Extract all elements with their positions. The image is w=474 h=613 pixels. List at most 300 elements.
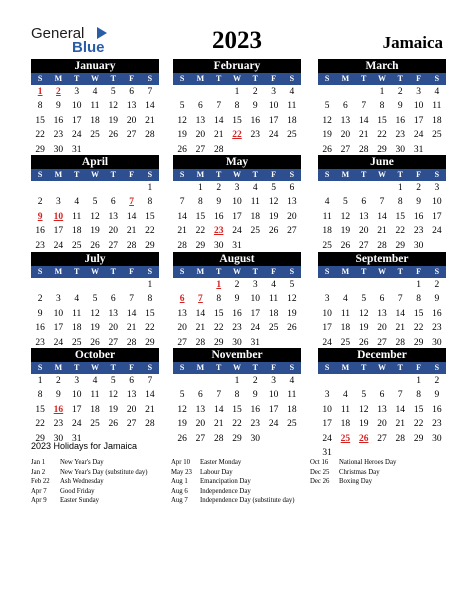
day-cell: 7 [216,101,222,112]
day-cell: 17 [53,226,64,237]
day-grid [318,374,446,460]
day-cell: 19 [90,323,100,334]
empty-day-cell [318,181,336,195]
day-cell: 13 [126,101,137,112]
day-cell: 12 [108,390,119,401]
weekday-label: W [232,74,241,83]
day-cell: 3 [271,376,276,386]
holiday-date: Apr 9 [31,497,47,504]
day-cell: 23 [250,419,261,430]
empty-day-cell [318,278,336,292]
day-cell: 3 [434,183,440,193]
day-cell: 6 [379,294,385,305]
day-cell: 28 [145,130,155,141]
empty-day-cell [173,278,191,292]
day-cell: 13 [377,308,387,319]
holiday-date: Apr 10 [171,459,191,466]
holiday-date: May 23 [171,468,192,476]
day-cell: 28 [358,144,369,155]
day-cell: 16 [232,308,242,319]
day-cell: 26 [287,323,297,334]
day-cell: 1 [397,183,403,193]
empty-day-cell [31,181,49,195]
day-grid [173,374,301,446]
day-cell: 9 [434,390,440,401]
day-cell: 20 [126,404,137,415]
day-cell: 12 [322,115,332,126]
day-cell: 27 [177,337,187,348]
holiday-day-cell: 23 [213,226,224,237]
day-cell: 30 [250,433,261,444]
empty-day-cell [191,85,209,99]
holiday-name: New Year's Day (substitute day) [60,468,148,476]
weekday-label: M [54,363,63,372]
weekday-label: S [147,363,153,372]
day-cell: 6 [361,197,367,208]
logo-text-general: General [31,25,85,42]
day-cell: 27 [195,144,206,155]
weekday-label: S [37,74,43,83]
day-cell: 5 [92,294,98,305]
day-cell: 28 [177,240,187,251]
day-grid [173,278,301,350]
holiday-name: Easter Sunday [60,497,100,504]
holiday-name: Easter Monday [200,459,242,466]
day-cell: 14 [213,404,224,415]
holiday-day-cell: 2 [56,87,61,97]
day-cell: 15 [195,211,206,222]
holidays-title: 2023 Holidays for Jamaica [31,441,138,451]
day-cell: 20 [195,130,206,141]
weekday-label: S [289,267,295,276]
weekday-label: S [37,170,43,179]
empty-day-cell [191,374,209,388]
day-cell: 13 [195,404,206,415]
day-cell: 1 [147,280,153,290]
day-cell: 11 [432,101,442,112]
day-cell: 21 [395,323,406,334]
day-cell: 1 [234,87,240,97]
day-cell: 12 [287,294,297,305]
day-cell: 24 [232,226,242,237]
day-cell: 20 [377,419,387,430]
empty-day-cell [191,278,209,292]
weekday-label: T [252,170,258,179]
day-cell: 15 [232,115,242,126]
month-title: November [173,348,301,362]
month-october [31,348,159,446]
month-february [173,59,301,157]
holiday-day-cell: 9 [37,211,43,222]
day-cell: 23 [250,130,261,141]
day-cell: 14 [145,101,155,112]
day-cell: 23 [395,130,406,141]
weekday-label: S [37,267,43,276]
day-cell: 24 [53,240,64,251]
day-cell: 11 [72,211,82,222]
day-cell: 21 [177,226,187,237]
day-cell: 22 [232,419,242,430]
day-cell: 21 [145,115,155,126]
day-cell: 25 [432,130,442,141]
day-grid [31,85,159,157]
day-cell: 4 [289,376,295,386]
day-cell: 18 [71,323,82,334]
weekday-label: M [341,74,350,83]
day-cell: 11 [340,404,350,415]
month-title: August [173,252,301,266]
day-cell: 24 [268,130,279,141]
day-cell: 3 [56,197,61,208]
day-cell: 25 [268,323,279,334]
day-cell: 23 [53,130,64,141]
day-cell: 4 [252,183,258,193]
day-cell: 25 [90,130,100,141]
weekday-header [31,73,159,85]
weekday-label: T [74,170,80,179]
weekday-label: T [216,170,222,179]
day-cell: 24 [268,419,279,430]
day-cell: 11 [287,390,297,401]
holiday-name: Labour Day [200,468,233,476]
holiday-row [31,496,148,506]
day-cell: 14 [145,390,155,401]
month-june [318,155,446,253]
holiday-row [31,468,148,478]
day-cell: 10 [432,197,442,208]
day-cell: 12 [90,211,100,222]
day-cell: 14 [177,211,187,222]
weekday-label: F [416,170,421,179]
weekday-label: S [179,74,185,83]
day-cell: 17 [71,115,82,126]
holiday-name: Boxing Day [339,478,373,485]
month-august [173,252,301,350]
day-cell: 14 [213,115,224,126]
day-cell: 3 [74,376,80,386]
holiday-day-cell: 10 [53,211,64,222]
day-cell: 13 [358,211,369,222]
day-cell: 15 [377,115,387,126]
day-cell: 27 [126,130,137,141]
day-cell: 20 [340,130,351,141]
holiday-name: New Year's Day [60,459,104,466]
day-cell: 20 [108,323,119,334]
empty-day-cell [373,181,391,195]
day-cell: 12 [177,404,187,415]
day-cell: 24 [413,130,424,141]
weekday-label: F [129,267,134,276]
day-cell: 14 [126,308,137,319]
holiday-column [31,458,148,506]
holiday-date: Dec 25 [310,468,330,476]
day-cell: 30 [395,144,406,155]
weekday-label: F [416,363,421,372]
month-title: October [31,348,159,362]
day-cell: 17 [322,419,332,430]
day-cell: 5 [92,197,98,208]
weekday-label: T [74,267,80,276]
weekday-label: S [289,74,295,83]
day-cell: 28 [126,337,137,348]
empty-day-cell [173,181,191,195]
weekday-header [173,73,301,85]
day-cell: 17 [432,211,442,222]
day-cell: 24 [322,337,332,348]
day-cell: 26 [340,240,351,251]
weekday-label: W [90,74,99,83]
day-grid [318,181,446,253]
day-cell: 4 [343,294,348,305]
day-cell: 23 [432,419,442,430]
day-cell: 13 [377,404,387,415]
day-cell: 6 [198,101,203,112]
day-cell: 13 [287,197,297,208]
weekday-header [31,266,159,278]
holiday-day-cell: 22 [232,130,242,141]
day-cell: 19 [358,419,369,430]
day-cell: 22 [377,130,387,141]
day-cell: 25 [250,226,261,237]
day-cell: 10 [232,197,242,208]
day-cell: 4 [324,197,330,208]
holiday-date: Aug 6 [171,487,188,495]
day-cell: 30 [432,337,442,348]
empty-day-cell [391,374,409,388]
day-cell: 10 [322,308,332,319]
day-cell: 20 [377,323,387,334]
day-cell: 5 [110,87,116,97]
weekday-label: F [416,74,421,83]
day-cell: 21 [195,323,206,334]
day-cell: 23 [413,226,424,237]
empty-day-cell [336,181,354,195]
day-cell: 28 [377,240,387,251]
day-cell: 11 [268,294,279,305]
month-title: September [318,252,446,266]
day-cell: 15 [35,115,45,126]
holiday-row [31,458,148,468]
weekday-label: T [361,170,367,179]
day-cell: 21 [213,419,224,430]
day-cell: 3 [252,280,258,290]
empty-day-cell [373,278,391,292]
day-cell: 30 [53,144,64,155]
day-cell: 6 [289,183,295,193]
weekday-label: S [434,363,440,372]
day-cell: 29 [413,433,424,444]
day-cell: 28 [213,433,224,444]
day-cell: 3 [271,87,276,97]
day-cell: 30 [213,240,224,251]
holiday-day-cell: 7 [198,294,203,305]
day-cell: 9 [416,197,421,208]
day-cell: 19 [322,130,332,141]
weekday-label: T [252,267,258,276]
weekday-label: F [129,363,134,372]
weekday-header [318,73,446,85]
day-cell: 7 [397,390,403,401]
day-cell: 19 [177,419,187,430]
day-cell: 28 [395,337,406,348]
month-march [318,59,446,157]
weekday-label: T [216,267,222,276]
month-may [173,155,301,253]
holiday-name: National Heroes Day [339,459,397,466]
day-cell: 18 [287,115,297,126]
day-cell: 17 [71,404,82,415]
day-cell: 12 [108,101,119,112]
day-cell: 28 [195,337,206,348]
day-cell: 20 [108,226,119,237]
holiday-row [171,477,295,487]
weekday-label: M [196,74,205,83]
day-cell: 21 [126,226,137,237]
weekday-label: S [324,74,330,83]
day-cell: 21 [213,130,224,141]
day-cell: 2 [234,280,240,290]
day-cell: 10 [268,390,279,401]
day-cell: 15 [213,308,224,319]
weekday-label: M [196,267,205,276]
weekday-label: S [37,363,43,372]
day-cell: 10 [322,404,332,415]
day-cell: 1 [198,183,203,193]
day-cell: 13 [108,308,119,319]
day-cell: 4 [271,280,276,290]
day-cell: 10 [268,101,279,112]
day-cell: 29 [413,337,424,348]
day-cell: 22 [145,226,155,237]
day-cell: 18 [250,211,261,222]
day-cell: 1 [416,280,421,290]
weekday-label: M [196,170,205,179]
day-cell: 11 [250,197,260,208]
day-cell: 28 [213,144,224,155]
weekday-label: F [271,363,276,372]
weekday-label: F [129,170,134,179]
day-cell: 24 [432,226,442,237]
day-grid [173,181,301,253]
day-cell: 23 [35,337,45,348]
day-cell: 12 [358,308,369,319]
holiday-row [310,477,396,487]
day-cell: 8 [147,197,153,208]
day-cell: 27 [126,419,137,430]
day-cell: 28 [126,240,137,251]
empty-day-cell [391,278,409,292]
weekday-label: T [216,363,222,372]
day-cell: 12 [340,211,351,222]
day-cell: 12 [358,404,369,415]
day-cell: 9 [216,197,222,208]
empty-day-cell [355,278,373,292]
weekday-header [173,362,301,374]
calendar-country: Jamaica [382,33,443,52]
weekday-label: T [361,74,367,83]
holiday-row [171,496,295,506]
day-cell: 19 [108,115,119,126]
day-cell: 3 [56,294,61,305]
holiday-row [171,458,295,468]
holiday-name: Christmas Day [339,468,380,476]
day-cell: 7 [216,390,222,401]
day-cell: 14 [377,211,387,222]
day-cell: 26 [177,433,187,444]
weekday-label: W [90,363,99,372]
weekday-label: W [232,170,241,179]
day-cell: 25 [322,240,332,251]
month-title: January [31,59,159,73]
weekday-label: M [341,267,350,276]
day-cell: 18 [322,226,332,237]
day-cell: 25 [340,337,351,348]
weekday-label: T [361,267,367,276]
day-cell: 17 [53,323,64,334]
holiday-day-cell: 1 [216,280,222,290]
day-cell: 9 [56,101,61,112]
month-title: December [318,348,446,362]
day-cell: 10 [71,101,82,112]
holiday-date: Apr 7 [31,487,47,495]
empty-day-cell [318,374,336,388]
day-cell: 23 [35,240,45,251]
day-cell: 8 [416,294,421,305]
day-cell: 5 [324,101,330,112]
holiday-date: Jan 1 [31,459,46,466]
day-cell: 3 [324,390,330,401]
day-cell: 27 [108,337,119,348]
weekday-label: F [271,74,276,83]
day-cell: 16 [250,404,261,415]
day-cell: 26 [322,144,332,155]
day-cell: 3 [74,87,80,97]
holiday-column [171,458,295,506]
day-cell: 8 [397,197,403,208]
day-cell: 16 [395,115,406,126]
day-cell: 10 [71,390,82,401]
calendar-year: 2023 [212,27,262,54]
day-cell: 22 [195,226,206,237]
day-cell: 18 [340,323,351,334]
day-cell: 5 [179,390,185,401]
day-cell: 13 [195,115,206,126]
day-cell: 15 [145,211,155,222]
weekday-label: M [54,170,63,179]
day-cell: 2 [252,87,258,97]
holiday-name: Independence Day (substitute day) [200,497,295,504]
day-cell: 18 [90,404,100,415]
empty-day-cell [355,181,373,195]
empty-day-cell [373,374,391,388]
day-cell: 30 [232,337,242,348]
day-grid [31,374,159,446]
holiday-day-cell: 1 [37,87,43,97]
day-cell: 13 [126,390,137,401]
day-cell: 7 [147,376,153,386]
day-cell: 17 [250,308,261,319]
day-cell: 5 [271,183,276,193]
weekday-label: T [74,363,80,372]
day-cell: 15 [145,308,155,319]
day-cell: 16 [213,211,224,222]
day-cell: 27 [340,144,351,155]
weekday-header [31,362,159,374]
day-cell: 9 [234,294,240,305]
day-cell: 22 [35,419,45,430]
logo-text-blue: Blue [72,39,105,56]
day-cell: 6 [343,101,348,112]
